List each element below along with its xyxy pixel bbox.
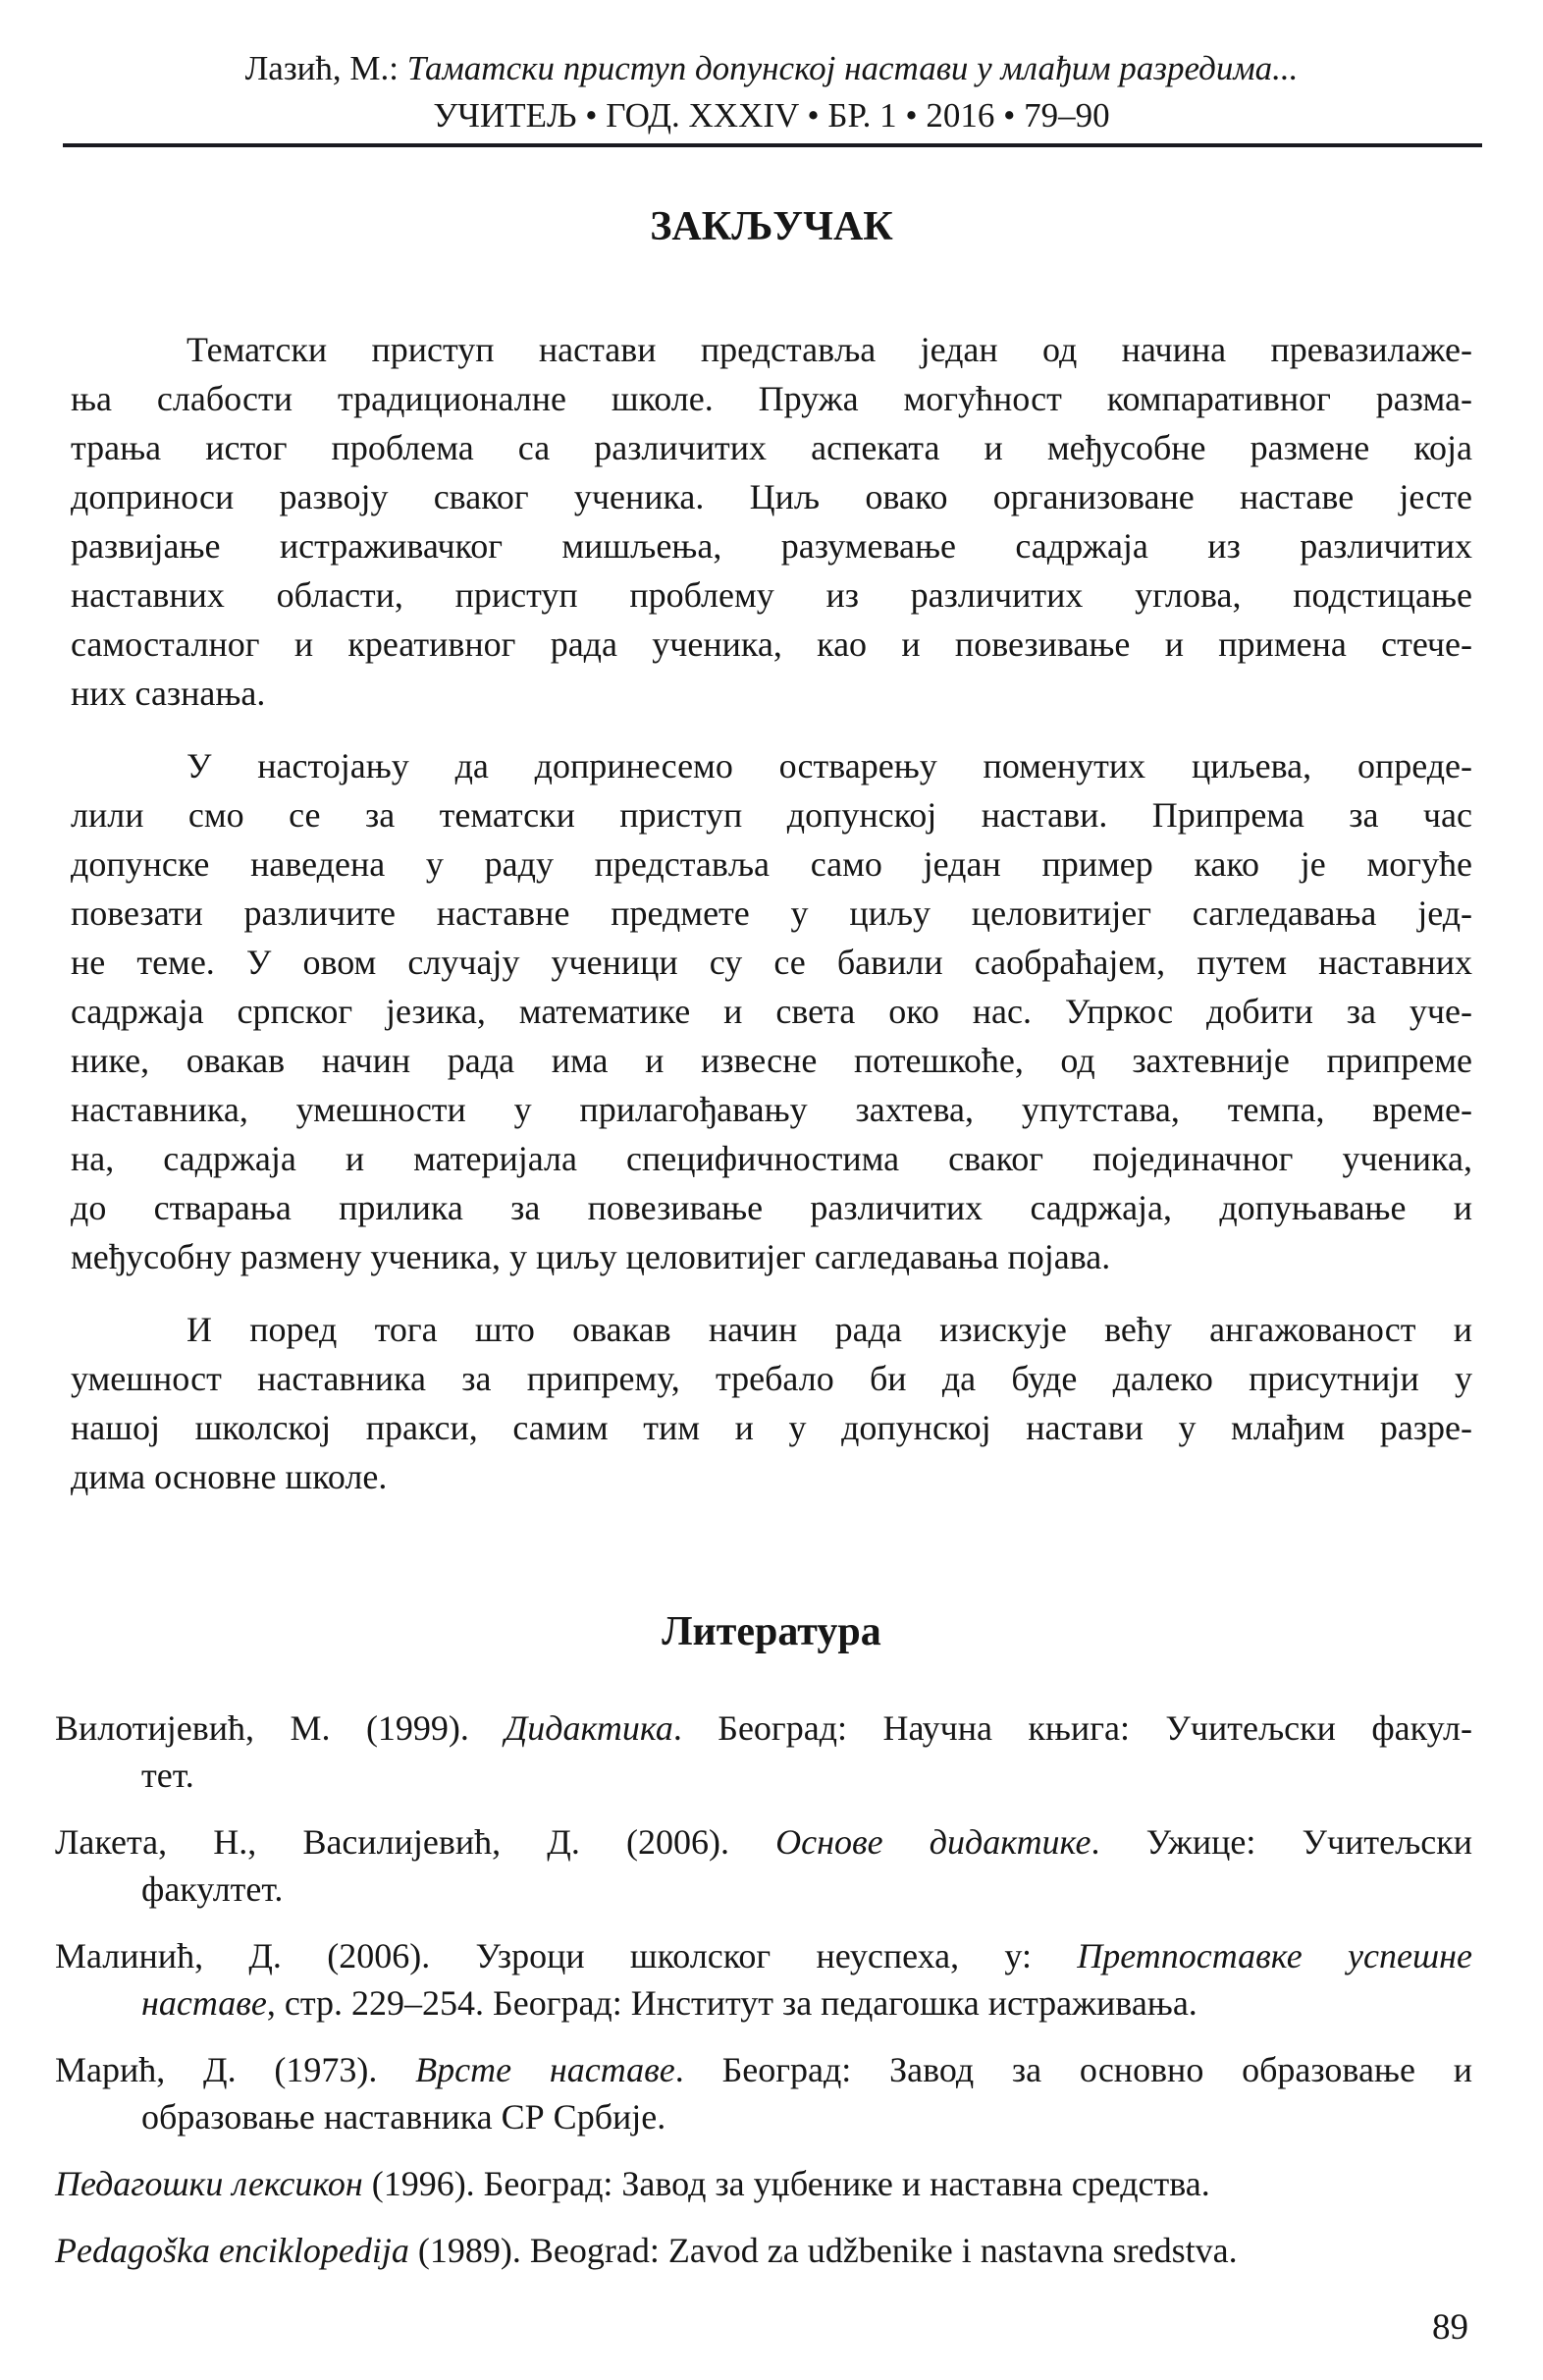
text-line [71,620,1472,669]
text-line [71,1085,1472,1134]
italic-text-segment: Pedagoška enciklopedija [55,2231,409,2270]
running-header-line1 [0,45,1543,92]
text-line [71,1452,1472,1501]
reference-entry-6 [55,2227,1472,2274]
text-line [55,1818,1472,1866]
text-line [71,889,1472,938]
text-segment: Лакета, Н., Василијевић, Д. (2006). [55,1822,776,1862]
text-segment: (1996). Београд: Завод за уџбенике и наставна средства. [362,2164,1210,2203]
reference-entry-2 [55,1818,1472,1913]
text-line [71,790,1472,839]
text-segment: Марић, Д. (1973). [55,2050,416,2089]
text-line [71,570,1472,620]
reference-entry-1 [55,1704,1472,1799]
text-line [55,2160,1472,2207]
text-segment: доприноси развоју сваког ученика. Циљ овако организоване наставе јесте [71,477,1472,516]
text-segment: И поред тога што овакав начин рада изискује већу ангажованост и [186,1310,1472,1349]
text-line [71,1134,1472,1183]
reference-entry-4 [55,2046,1472,2140]
header-author: Лазић, М.: [244,49,407,87]
header-article-title: Таматски приступ допунској настави у млађим разредима... [406,49,1299,87]
running-header [0,0,1543,139]
text-segment: не теме. У овом случају ученици су се бавили саобраћајем, путем наставних [71,943,1472,982]
running-header-journal-info: УЧИТЕЉ • ГОД. XXXIV • БР. 1 • 2016 • 79–90 [433,96,1110,135]
text-segment: . Београд: Научна књига: Учитељски факул- [672,1708,1472,1748]
text-line [71,1232,1472,1281]
text-segment: . Београд: Завод за основно образовање и [674,2050,1472,2089]
text-segment: допунске наведена у раду представља само један пример како је могуће [71,844,1472,884]
text-segment: Тематски приступ настави представља један од начина превазилаже- [186,330,1472,369]
text-line [71,325,1472,374]
text-segment: дима основне школе. [71,1457,388,1496]
text-line [55,1979,1472,2027]
italic-text-segment: Претпоставке успешне [1077,1936,1472,1975]
text-line [55,2046,1472,2093]
text-segment: повезати различите наставне предмете у циљу целовитијег сагледавања јед- [71,893,1472,933]
italic-text-segment: наставе [141,1983,267,2023]
italic-text-segment: Дидактика [505,1708,673,1748]
text-segment: наставних области, приступ проблему из различитих углова, подстицање [71,575,1472,615]
text-segment: развијање истраживачког мишљења, разумевање садржаја из различитих [71,526,1472,566]
text-segment: Вилотијевић, М. (1999). [55,1708,505,1748]
text-line [71,1305,1472,1354]
section-title: ЗАКЉУЧАК [650,204,893,249]
text-line [71,472,1472,521]
text-segment: (1989). Beograd: Zavod za udžbenike i nastavna sredstva. [408,2231,1238,2270]
bibliography-heading: Литература [662,1609,881,1654]
text-segment: . Ужице: Учитељски [1091,1822,1472,1862]
reference-entry-5 [55,2160,1472,2207]
bibliography [55,1704,1472,2294]
text-segment: образовање наставника СР Србије. [141,2097,666,2137]
text-segment: трања истог проблема са различитих аспеката и међусобне размене која [71,428,1472,467]
text-segment: нашој школској пракси, самим тим и у допунској настави у млађим разре- [71,1408,1472,1447]
reference-entry-3 [55,1932,1472,2027]
text-line [71,839,1472,889]
text-line [55,2093,1472,2140]
text-segment: У настојању да допринесемо остварењу поменутих циљева, опреде- [186,746,1472,785]
text-line [71,669,1472,718]
text-line [71,1036,1472,1085]
text-segment: нике, овакав начин рада има и извесне потешкоће, од захтевније припреме [71,1041,1472,1080]
text-line [71,423,1472,472]
text-segment: Малинић, Д. (2006). Узроци школског неуспеха, у: [55,1936,1078,1975]
text-line [71,938,1472,987]
text-segment: умешност наставника за припрему, требало би да буде далеко присутнији у [71,1359,1472,1398]
paragraph-3 [71,1305,1472,1501]
conclusion-section [71,325,1472,1525]
text-segment: међусобну размену ученика, у циљу целовитијег сагледавања појава. [71,1237,1111,1276]
text-line [71,987,1472,1036]
page-number: 89 [1432,2307,1468,2348]
text-segment: до стварања прилика за повезивање различитих садржаја, допуњавање и [71,1188,1472,1227]
paragraph-1 [71,325,1472,718]
text-segment: садржаја српског језика, математике и света око нас. Упркос добити за уче- [71,992,1472,1031]
text-line [71,1403,1472,1452]
text-segment: лили смо се за тематски приступ допунској настави. Припрема за час [71,795,1472,835]
text-line [71,1354,1472,1403]
italic-text-segment: Врсте наставе [415,2050,675,2089]
text-segment: тет. [141,1756,194,1795]
text-line [71,374,1472,423]
text-segment: , стр. 229–254. Београд: Институт за педагошка истраживања. [266,1983,1197,2023]
text-line [71,1183,1472,1232]
italic-text-segment: Педагошки лексикон [55,2164,363,2203]
text-line [55,1752,1472,1799]
header-divider [63,143,1482,147]
text-segment: наставника, умешности у прилагођавању захтева, упутстава, темпа, време- [71,1090,1472,1129]
text-segment: факултет. [141,1869,284,1909]
text-segment: на, садржаја и материјала специфичностима сваког појединачног ученика, [71,1139,1472,1178]
text-line [55,2227,1472,2274]
paragraph-2 [71,741,1472,1281]
text-line [55,1866,1472,1913]
text-line [55,1704,1472,1752]
text-segment: самосталног и креативног рада ученика, као и повезивање и примена стече- [71,624,1472,664]
italic-text-segment: Основе дидактике [775,1822,1091,1862]
text-segment: ња слабости традиционалне школе. Пружа могућност компаративног разма- [71,379,1472,418]
text-line [55,1932,1472,1979]
text-segment: них сазнања. [71,674,266,713]
text-line [71,741,1472,790]
text-line [71,521,1472,570]
